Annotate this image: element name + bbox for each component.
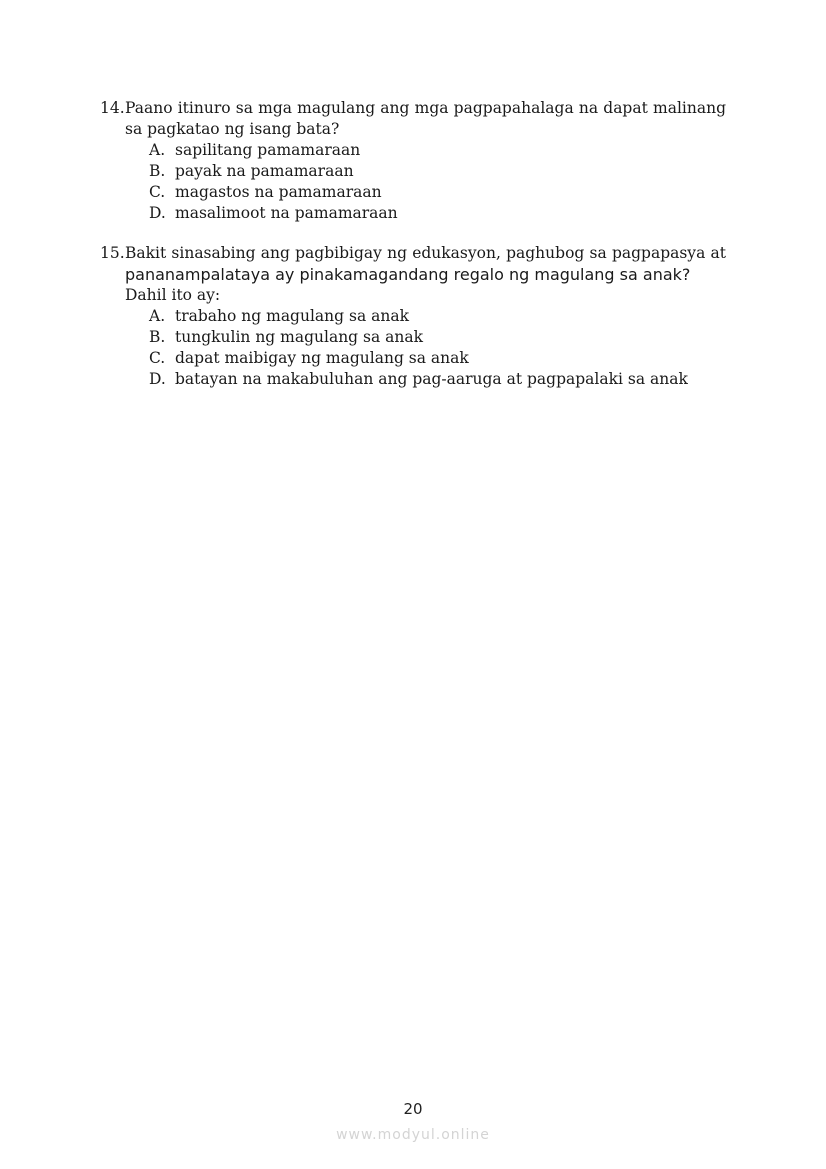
choice-a [149, 306, 726, 327]
choice-text: masalimoot na pamamaraan [175, 204, 398, 222]
choice-a [149, 140, 726, 161]
choice-c [149, 182, 726, 203]
choice-text: batayan na makabuluhan ang pag-aaruga at pagpapalaki sa anak [175, 370, 688, 388]
question-text-line-1: Bakit sinasabing ang pagbibigay ng edukasyon, paghubog sa pagpapasya at [125, 244, 726, 262]
page-number: 20 [403, 1100, 423, 1118]
choice-letter: B. [149, 162, 166, 180]
choice-letter: B. [149, 328, 166, 346]
choice-letter: A. [149, 141, 166, 159]
choice-text: tungkulin ng magulang sa anak [175, 328, 423, 346]
question-stem [100, 98, 726, 140]
choice-text: magastos na pamamaraan [175, 183, 382, 201]
choice-text: dapat maibigay ng magulang sa anak [175, 349, 469, 367]
choice-list [100, 140, 726, 224]
choice-b [149, 161, 726, 182]
choice-d [149, 203, 726, 224]
choice-text: sapilitang pamamaraan [175, 141, 361, 159]
question-number: 15. [100, 244, 125, 262]
question-note: Dahil ito ay: [125, 286, 221, 304]
question-number: 14. [100, 99, 125, 117]
choice-letter: D. [149, 370, 166, 388]
question-14 [100, 98, 726, 224]
choice-letter: C. [149, 183, 166, 201]
question-text-line-2: pananampalataya ay pinakamagandang regalo ng magulang sa anak? [125, 265, 691, 284]
choice-b [149, 327, 726, 348]
choice-letter: C. [149, 349, 166, 367]
choice-text: payak na pamamaraan [175, 162, 354, 180]
choice-c [149, 348, 726, 369]
choice-letter: D. [149, 204, 166, 222]
question-text: Paano itinuro sa mga magulang ang mga pagpapahalaga na dapat malinang sa pagkatao ng isang bata? [125, 99, 726, 138]
choice-list [100, 306, 726, 390]
choice-letter: A. [149, 307, 166, 325]
watermark: www.modyul.online [336, 1127, 490, 1143]
choice-text: trabaho ng magulang sa anak [175, 307, 409, 325]
choice-d [149, 369, 726, 390]
question-stem [100, 243, 726, 285]
question-15 [100, 243, 726, 390]
